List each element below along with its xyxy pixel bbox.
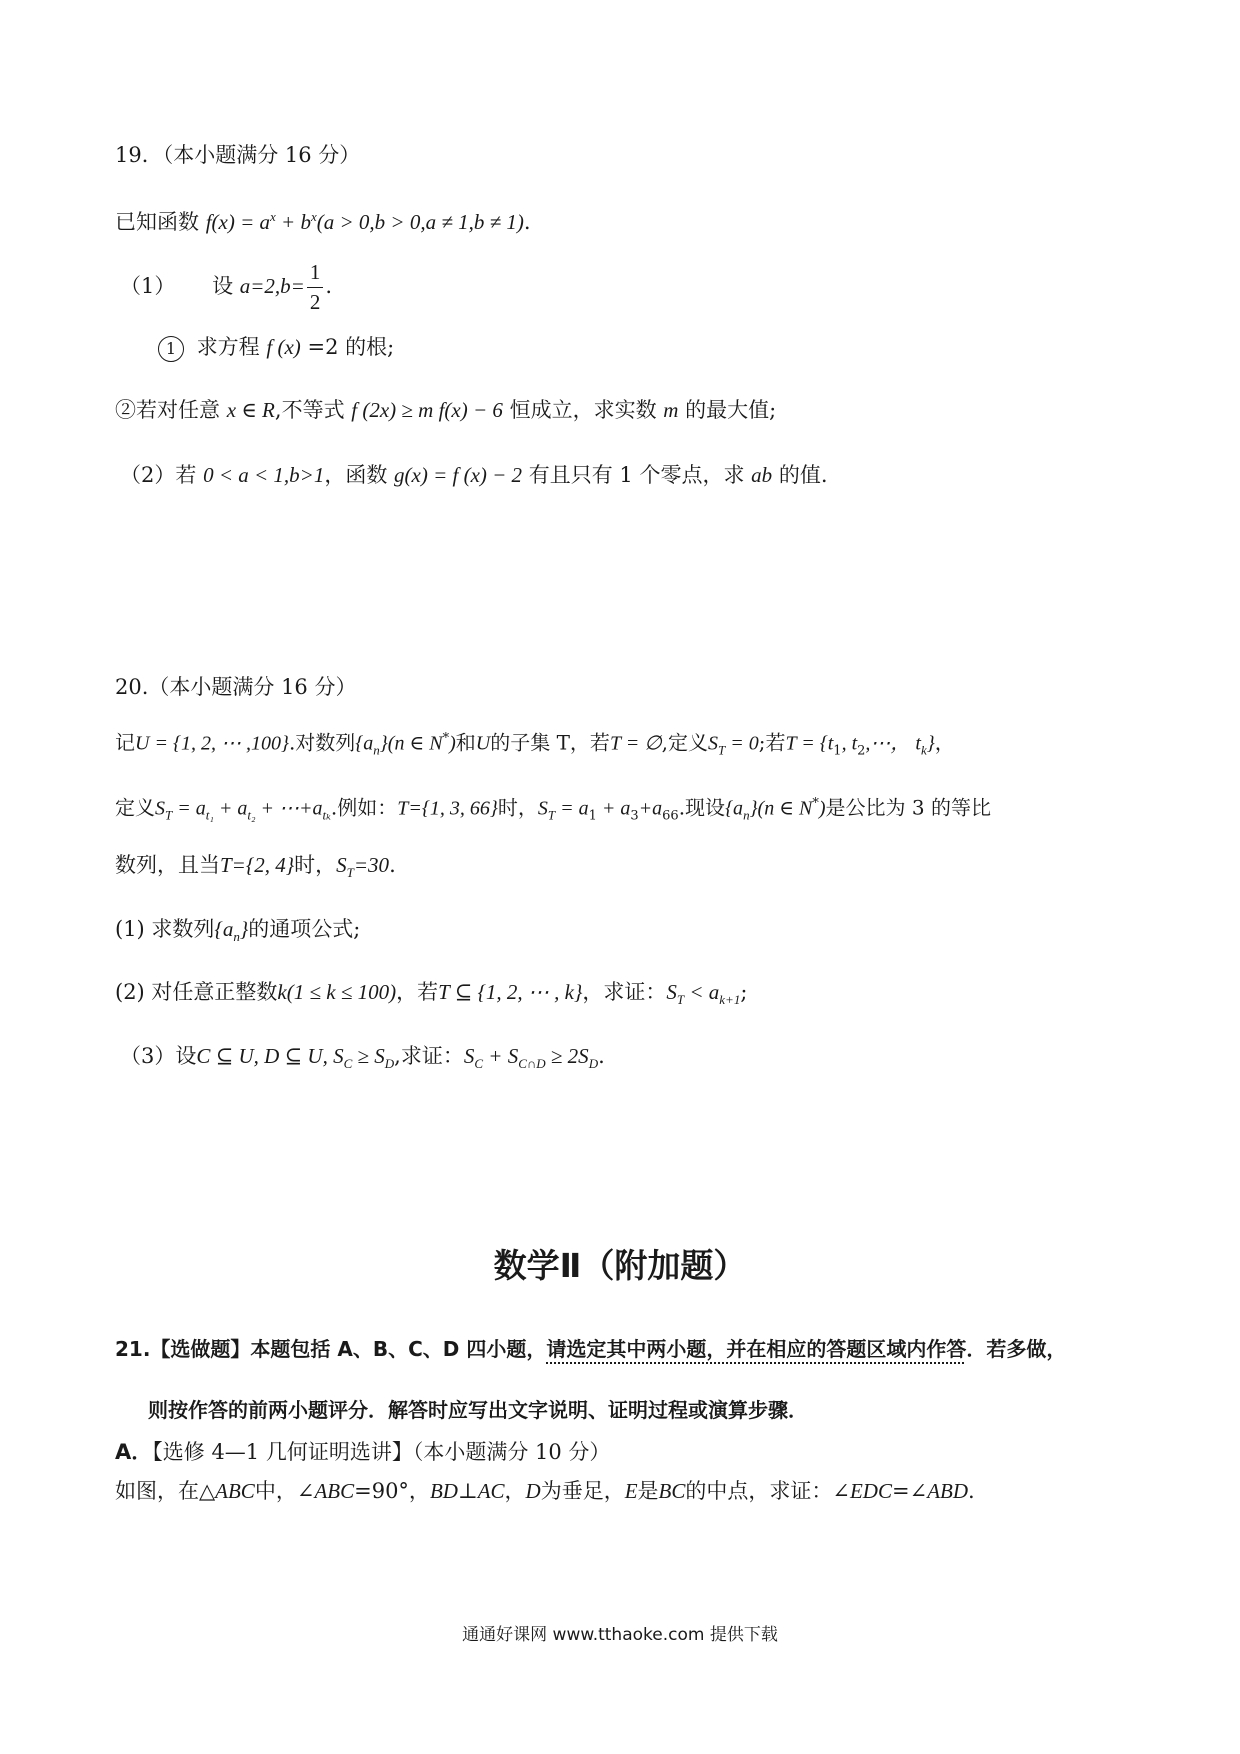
q19-sub1-rest: =2 的根; <box>307 335 395 359</box>
q21-line1-end: ．若多做， <box>966 1337 1067 1361</box>
q19-part2-rest1: 有且只有 1 个零点，求 <box>528 463 745 487</box>
q20-l1-empty: T = ∅ <box>609 732 662 755</box>
q21-a-label: A． <box>115 1440 153 1464</box>
q20-l1-set-u: U = {1, 2, ⋯ ,100} <box>135 732 289 755</box>
q20-p3-s: S <box>463 1044 475 1068</box>
section-title: 数学Ⅱ（附加题） <box>493 1246 747 1285</box>
q20-l2-a: 定义 <box>115 795 155 820</box>
q20-l2-s: S <box>155 797 165 820</box>
q20-l2-eq: = a <box>172 797 206 820</box>
q19-sub2-mid: ,不等式 <box>274 398 345 422</box>
q21-a-text <box>115 1474 975 1508</box>
q20-l1-seq: {a <box>355 732 374 755</box>
q20-l3-end: . <box>389 853 396 877</box>
q20-l1-seq-close: }(n ∈ N <box>379 732 443 755</box>
q21-a-t7: 是 <box>637 1479 659 1503</box>
q20-l3-s-rest: =30 <box>353 853 390 877</box>
q20-l1-seq-sub: n <box>373 742 380 758</box>
q19-intro <box>115 200 531 239</box>
q21-a-t10: . <box>968 1479 975 1503</box>
q21-a-t1: 如图，在△ <box>115 1479 216 1503</box>
q20-p3-plus: + S <box>483 1044 519 1068</box>
q20-l1-f: ;若 <box>758 730 786 755</box>
q20-l1-b: .对数列 <box>288 730 356 755</box>
q20-part3: （3）设C ⊆ U, D ⊆ U, $S_C \ge S_D$,求证：$S_C + S_{C\cap D} \ge 2S_D$. <box>120 1044 605 1072</box>
q20-l2-d: .现设 <box>678 795 726 820</box>
q20-line2: 定义$S_T = a_{t_1} + a_{t_2}$ + $\cdots+a_{t_k}$.例如：T={1, 3, 66}时，$S_T = a_1 + a_3+a_{66}$.现设$\{a_n\}(n$ ∈ N*)是公比为 3 的等比 <box>115 795 991 824</box>
q20-l1-s: S <box>707 732 718 755</box>
q20-p2-end: ; <box>740 980 748 1004</box>
q21-line1 <box>115 1332 1066 1366</box>
q19-formula: f(x) = a <box>205 210 270 234</box>
q21-a-ac: AC <box>477 1479 505 1503</box>
q21-a-bd: BD <box>429 1479 458 1503</box>
q20-l1-c: 和 <box>455 730 476 755</box>
q21-a-t8: 的中点，求证：∠ <box>685 1479 850 1503</box>
q20-l1-t-rest2: ,⋯， t <box>865 732 921 755</box>
q20-l2-e: 是公比为 3 的等比 <box>825 795 991 820</box>
q21-line2: 则按作答的前两小题评分．解答时应写出文字说明、证明过程或演算步骤． <box>148 1398 808 1422</box>
q20-l3-b: 时， <box>294 853 337 877</box>
q21-line1-dotted: 请选定其中两小题，并在相应的答题区域内作答 <box>546 1337 967 1361</box>
q20-l1-a: 记 <box>115 730 135 755</box>
q20-l2-s2-rest: = a <box>555 797 589 820</box>
q20-p3-cond2: ≥ S <box>352 1044 385 1068</box>
q20-l2-plus: + a <box>213 797 248 820</box>
q19-sub2-formula1: x ∈ R <box>226 398 275 422</box>
q20-p1-text: (1) 求数列 <box>115 917 215 941</box>
q20-l2-seq: {a <box>725 797 744 820</box>
q20-l2-s2: S <box>537 797 548 820</box>
q20-l1-e: ,定义 <box>661 730 708 755</box>
q19-part1-text: 设 <box>212 274 234 298</box>
q20-p3-mid: ,求证： <box>394 1044 464 1068</box>
q20-p3-text: （3）设 <box>120 1044 197 1068</box>
q19-fraction <box>307 262 324 313</box>
q20-p3-cond: C ⊆ U, D ⊆ U, S <box>196 1044 344 1068</box>
q19-part2-rest2: 的值. <box>778 463 828 487</box>
q20-l2-plus2: +a <box>638 797 663 820</box>
q21-a-t6: 为垂足， <box>540 1479 625 1503</box>
q20-p1-seq: {a <box>214 917 234 941</box>
q19-part2-cond: 0 < a < 1,b>1 <box>203 463 325 487</box>
q19-part2-label: （2）若 <box>120 463 197 487</box>
q19-sub1-formula: f (x) <box>266 335 301 359</box>
q20-l1-t: T = {t <box>785 732 834 755</box>
q20-l1-seq-close2: ) <box>449 732 456 755</box>
q21-line1-text: 21.【选做题】本题包括 A、B、C、D 四小题， <box>115 1337 547 1361</box>
q20-line1: 记U = {1, 2, ⋯ ,100}.对数列$\{a_n\}(n$ ∈ N*)和U的子集 T，若T = ∅,定义$S_T = 0$;若$T = \{t_1$, $t_2,\cdots$， $t_k$}， <box>115 730 955 759</box>
q20-l1-t-rest: , t <box>841 732 858 755</box>
q20-part1: (1) 求数列$\{a_n\}$的通项公式; <box>115 917 361 945</box>
q20-l3-a: 数列，且当 <box>115 853 220 877</box>
q19-header: 19．（本小题满分 16 分） <box>115 143 361 167</box>
q20-l2-seq-rest: }(n ∈ N <box>749 797 813 820</box>
q21-a-title <box>115 1435 610 1469</box>
q20-header: 20.（本小题满分 16 分） <box>115 675 357 699</box>
q21-a-abd: ABD <box>927 1479 969 1503</box>
q21-a-t9: =∠ <box>891 1479 928 1503</box>
q20-l1-t-end: } <box>926 732 935 755</box>
q20-p2-mid2: ，求证： <box>582 980 667 1004</box>
q20-p2-k: k(1 ≤ k ≤ 100) <box>277 980 397 1004</box>
q21-a-abc: ABC <box>215 1479 255 1503</box>
q20-l1-s-eq: = 0 <box>725 732 759 755</box>
q19-part1-vars: a=2,b= <box>239 274 305 298</box>
q20-p2-mid: ，若 <box>396 980 439 1004</box>
q20-p2-text: (2) 对任意正整数 <box>115 980 278 1004</box>
q19-part2-formula: g(x) = f (x) − 2 <box>394 463 523 487</box>
footer-source: 通通好课网 www.tthaoke.com 提供下载 <box>462 1625 778 1645</box>
q19-sub2 <box>115 393 776 427</box>
q19-sub2-m: m <box>663 398 679 422</box>
q20-p2-t: T ⊆ {1, 2, ⋯ , k} <box>438 980 583 1004</box>
q21-a-t5: ， <box>504 1479 526 1503</box>
q21-a-bc: BC <box>658 1479 686 1503</box>
q19-formula-b: + b <box>275 210 311 234</box>
q19-part2-mid: ，函数 <box>324 463 388 487</box>
q20-p2-s: S <box>666 980 677 1004</box>
q19-part2-ab: ab <box>751 463 773 487</box>
q20-l2-c: 时， <box>497 795 538 820</box>
q19-part1-label: （1） <box>120 274 176 298</box>
q20-l1-u2: U <box>475 732 491 755</box>
q20-l1-g: ， <box>934 730 955 755</box>
q21-a-heading: 【选修 4—1 几何证明选讲】（本小题满分 10 分） <box>152 1440 611 1464</box>
q20-line3: 数列，且当T={2, 4}时，$S_T=30$. <box>115 853 396 881</box>
q20-part2: (2) 对任意正整数k(1 ≤ k ≤ 100)，若T ⊆ {1, 2, ⋯ , k}，求证：$S_T < a_{k+1}$; <box>115 980 748 1008</box>
q19-sub2-rest1: 恒成立，求实数 <box>509 398 657 422</box>
q20-l3-s: S <box>336 853 347 877</box>
q20-p1-rest: 的通项公式; <box>248 917 361 941</box>
q19-conditions: (a > 0,b > 0,a ≠ 1,b ≠ 1) <box>316 210 524 234</box>
q19-sub2-formula2: f (2x) ≥ m f(x) − 6 <box>351 398 503 422</box>
q20-p3-end: . <box>598 1044 605 1068</box>
q20-l1-sup: * <box>442 731 450 746</box>
q20-l3-t: T={2, 4} <box>220 853 295 877</box>
q20-p2-s-rest: < a <box>684 980 720 1004</box>
q19-sub1 <box>158 330 394 364</box>
q21-a-t3: =90°， <box>354 1479 430 1503</box>
q20-l2-dots: + ⋯+a <box>255 797 323 820</box>
q19-sub1-text: 求方程 <box>196 335 260 359</box>
q21-a-d: D <box>525 1479 541 1503</box>
circled-number-1: 1 <box>158 336 184 362</box>
q21-a-edc: EDC <box>849 1479 892 1503</box>
q19-fraction-den: 2 <box>309 290 321 314</box>
q20-p3-ge: ≥ 2S <box>545 1044 589 1068</box>
q19-intro-text: 已知函数 <box>115 210 199 234</box>
q19-part1-end: . <box>325 274 333 298</box>
q19-part2 <box>120 458 828 492</box>
q21-a-abc2: ABC <box>314 1479 355 1503</box>
q21-a-t2: 中，∠ <box>254 1479 315 1503</box>
q20-l2-b: .例如： <box>330 795 398 820</box>
q19-sup-b: x <box>310 209 317 224</box>
q19-part1 <box>120 256 332 316</box>
q21-a-t4: ⊥ <box>457 1479 478 1503</box>
q20-l1-d: 的子集 T，若 <box>490 730 610 755</box>
q20-l2-plus1: + a <box>596 797 631 820</box>
q19-fraction-num: 1 <box>307 262 324 288</box>
q21-a-e: E <box>624 1479 638 1503</box>
q20-l1-s-sub: T <box>717 742 726 758</box>
q19-sub2-label: ②若对任意 <box>115 398 220 422</box>
q19-sub2-rest2: 的最大值; <box>685 398 777 422</box>
q19-sup-a: x <box>270 209 276 224</box>
q19-intro-end: . <box>523 210 531 234</box>
q20-l2-t: T={1, 3, 66} <box>397 797 498 820</box>
